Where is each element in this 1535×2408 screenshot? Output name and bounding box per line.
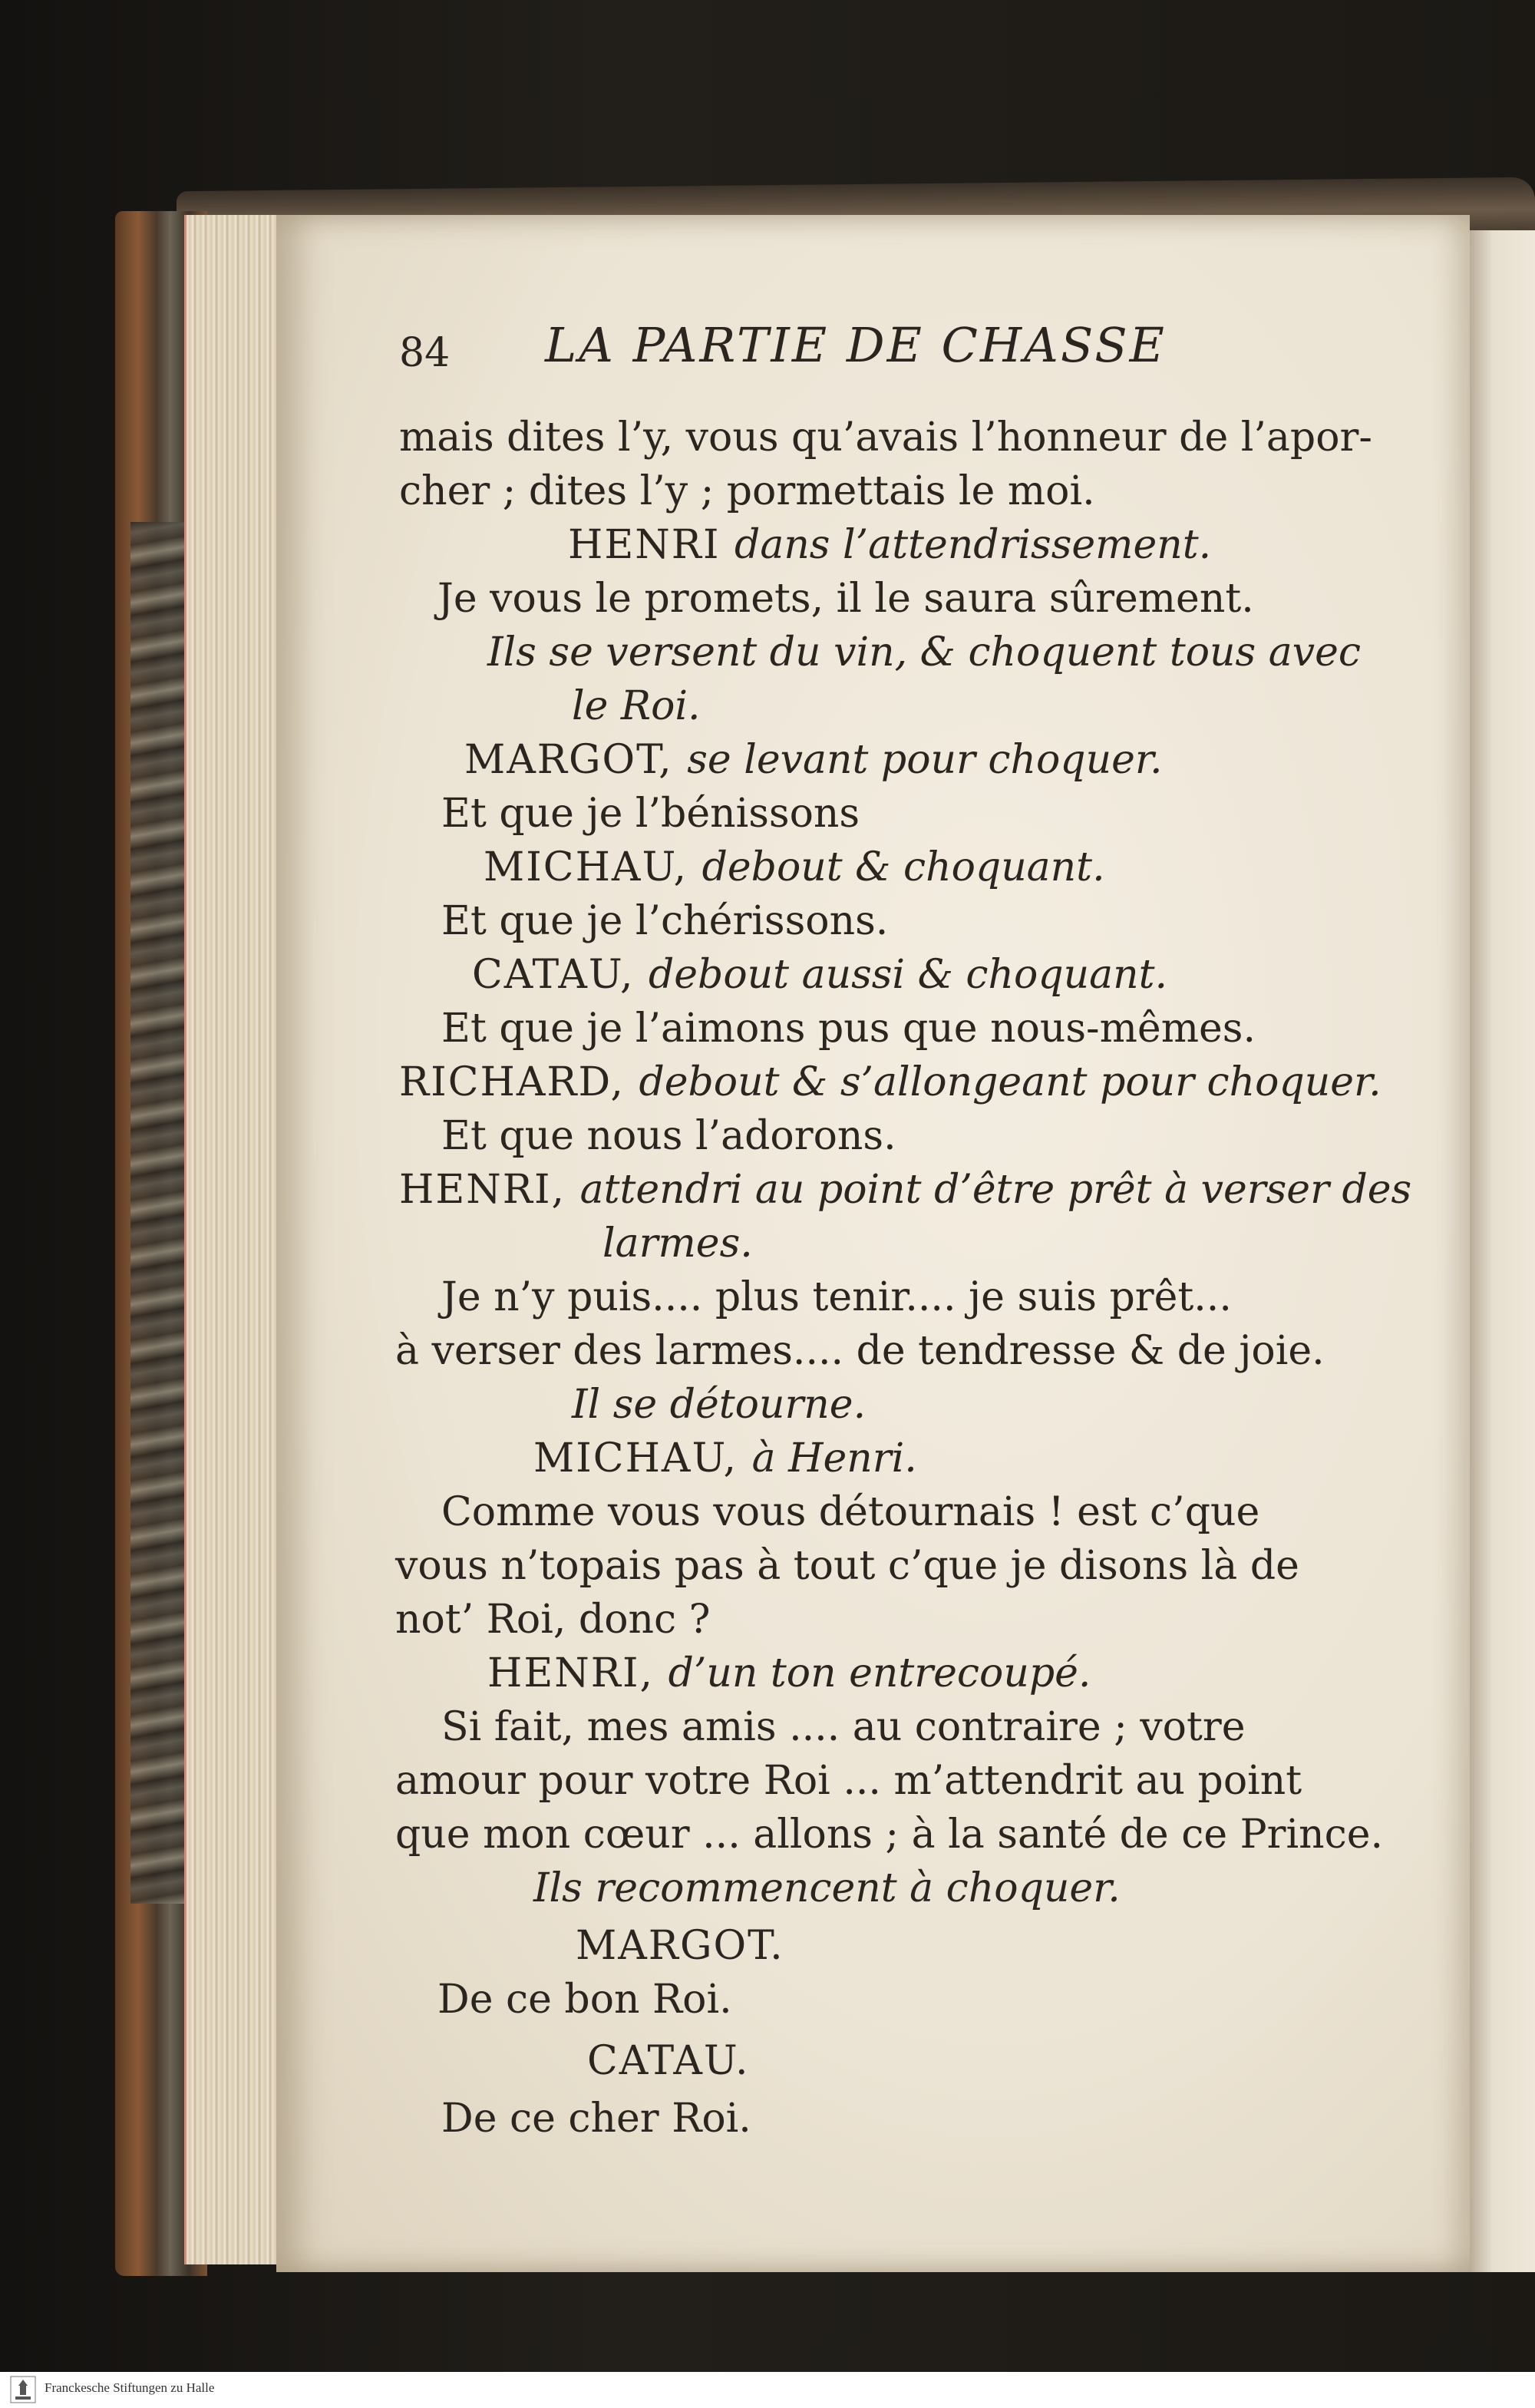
stage-direction: se levant pour choquer. <box>687 737 1163 783</box>
text-line <box>576 1923 784 1969</box>
text-line <box>587 2038 749 2084</box>
speaker-name: MARGOT. <box>576 1923 784 1969</box>
line-text: Si fait, mes amis .... au contraire ; votre <box>441 1704 1246 1750</box>
line-text: Je vous le promets, il le saura sûrement. <box>437 576 1254 622</box>
text-line <box>533 1435 917 1481</box>
text-line <box>441 1274 1232 1320</box>
stage-direction: d’un ton entrecoupé. <box>668 1650 1091 1696</box>
footer-bar <box>0 2372 1535 2408</box>
stage-direction: le Roi. <box>572 683 701 729</box>
text-line <box>395 1543 1299 1589</box>
book-page <box>276 215 1470 2272</box>
text-line <box>572 683 701 729</box>
text-line <box>395 1758 1302 1804</box>
stage-direction: debout & choquant. <box>701 844 1105 890</box>
speaker-name: MICHAU, <box>484 844 702 890</box>
stage-direction: debout & s’allongeant pour choquer. <box>639 1059 1382 1105</box>
line-text: Je n’y puis.... plus tenir.... je suis prêt... <box>441 1274 1232 1320</box>
line-text: Comme vous vous détournais ! est c’que <box>441 1489 1260 1535</box>
text-line <box>464 737 1163 783</box>
text-line <box>437 576 1254 622</box>
text-line <box>437 1977 732 2023</box>
line-text: mais dites l’y, vous qu’avais l’honneur de l’apor- <box>399 415 1372 461</box>
speaker-name: CATAU, <box>472 952 649 998</box>
text-line <box>484 844 1105 890</box>
line-text: Et que nous l’adorons. <box>441 1113 896 1159</box>
stage-direction: debout aussi & choquant. <box>649 952 1168 998</box>
text-line <box>399 468 1095 514</box>
line-text: De ce cher Roi. <box>441 2096 751 2142</box>
line-text: que mon cœur ... allons ; à la santé de ce Prince. <box>395 1812 1384 1858</box>
text-line <box>441 1704 1245 1750</box>
institution-name: Franckesche Stiftungen zu Halle <box>45 2380 215 2395</box>
line-text: Et que je l’bénissons <box>441 791 860 837</box>
text-line <box>441 1113 896 1159</box>
text-line <box>487 629 1361 675</box>
text-line <box>395 1812 1383 1858</box>
line-text: vous n’topais pas à tout c’que je disons là de <box>395 1543 1299 1589</box>
page-number: 84 <box>399 330 451 376</box>
speaker-name: MICHAU, <box>533 1435 752 1481</box>
text-line <box>568 522 1211 568</box>
speaker-name: RICHARD, <box>399 1059 639 1105</box>
text-line <box>395 1597 711 1643</box>
text-line <box>533 1865 1121 1911</box>
text-line <box>441 791 860 837</box>
speaker-name: MARGOT, <box>464 737 688 783</box>
text-line <box>399 415 1372 461</box>
line-text: De ce bon Roi. <box>437 1977 732 2023</box>
text-line <box>441 898 888 944</box>
line-text: amour pour votre Roi ... m’attendrit au point <box>395 1758 1302 1804</box>
text-line <box>487 1650 1091 1696</box>
institution-logo-icon <box>9 2375 37 2404</box>
line-text: à verser des larmes.... de tendresse & de joie. <box>395 1328 1325 1374</box>
text-line <box>472 952 1167 998</box>
text-line <box>441 1489 1259 1535</box>
line-text: Et que je l’aimons pus que nous-mêmes. <box>441 1006 1256 1052</box>
line-text: not’ Roi, donc ? <box>395 1597 711 1643</box>
speaker-name: HENRI, <box>399 1167 580 1213</box>
text-line <box>572 1382 866 1428</box>
stage-direction: Ils se versent du vin, & choquent tous avec <box>487 629 1362 675</box>
text-line <box>602 1221 753 1267</box>
text-line <box>441 2096 751 2142</box>
facing-page-edge <box>1470 230 1535 2272</box>
speaker-name: HENRI <box>568 522 735 568</box>
text-line <box>395 1328 1325 1374</box>
line-text: Et que je l’chérissons. <box>441 898 889 944</box>
stage-direction: à Henri. <box>751 1435 917 1481</box>
stage-direction: dans l’attendrissement. <box>734 522 1212 568</box>
stage-direction: attendri au point d’être prêt à verser des <box>579 1167 1412 1213</box>
text-line <box>441 1006 1256 1052</box>
stage-direction: larmes. <box>602 1221 753 1267</box>
running-title: LA PARTIE DE CHASSE <box>545 317 1167 373</box>
stage-direction: Il se détourne. <box>572 1382 867 1428</box>
stage-direction: Ils recommencent à choquer. <box>533 1865 1121 1911</box>
line-text: cher ; dites l’y ; pormettais le moi. <box>399 468 1095 514</box>
text-line <box>399 1059 1382 1105</box>
speaker-name: HENRI, <box>487 1650 668 1696</box>
speaker-name: CATAU. <box>587 2038 750 2084</box>
text-line <box>399 1167 1411 1213</box>
